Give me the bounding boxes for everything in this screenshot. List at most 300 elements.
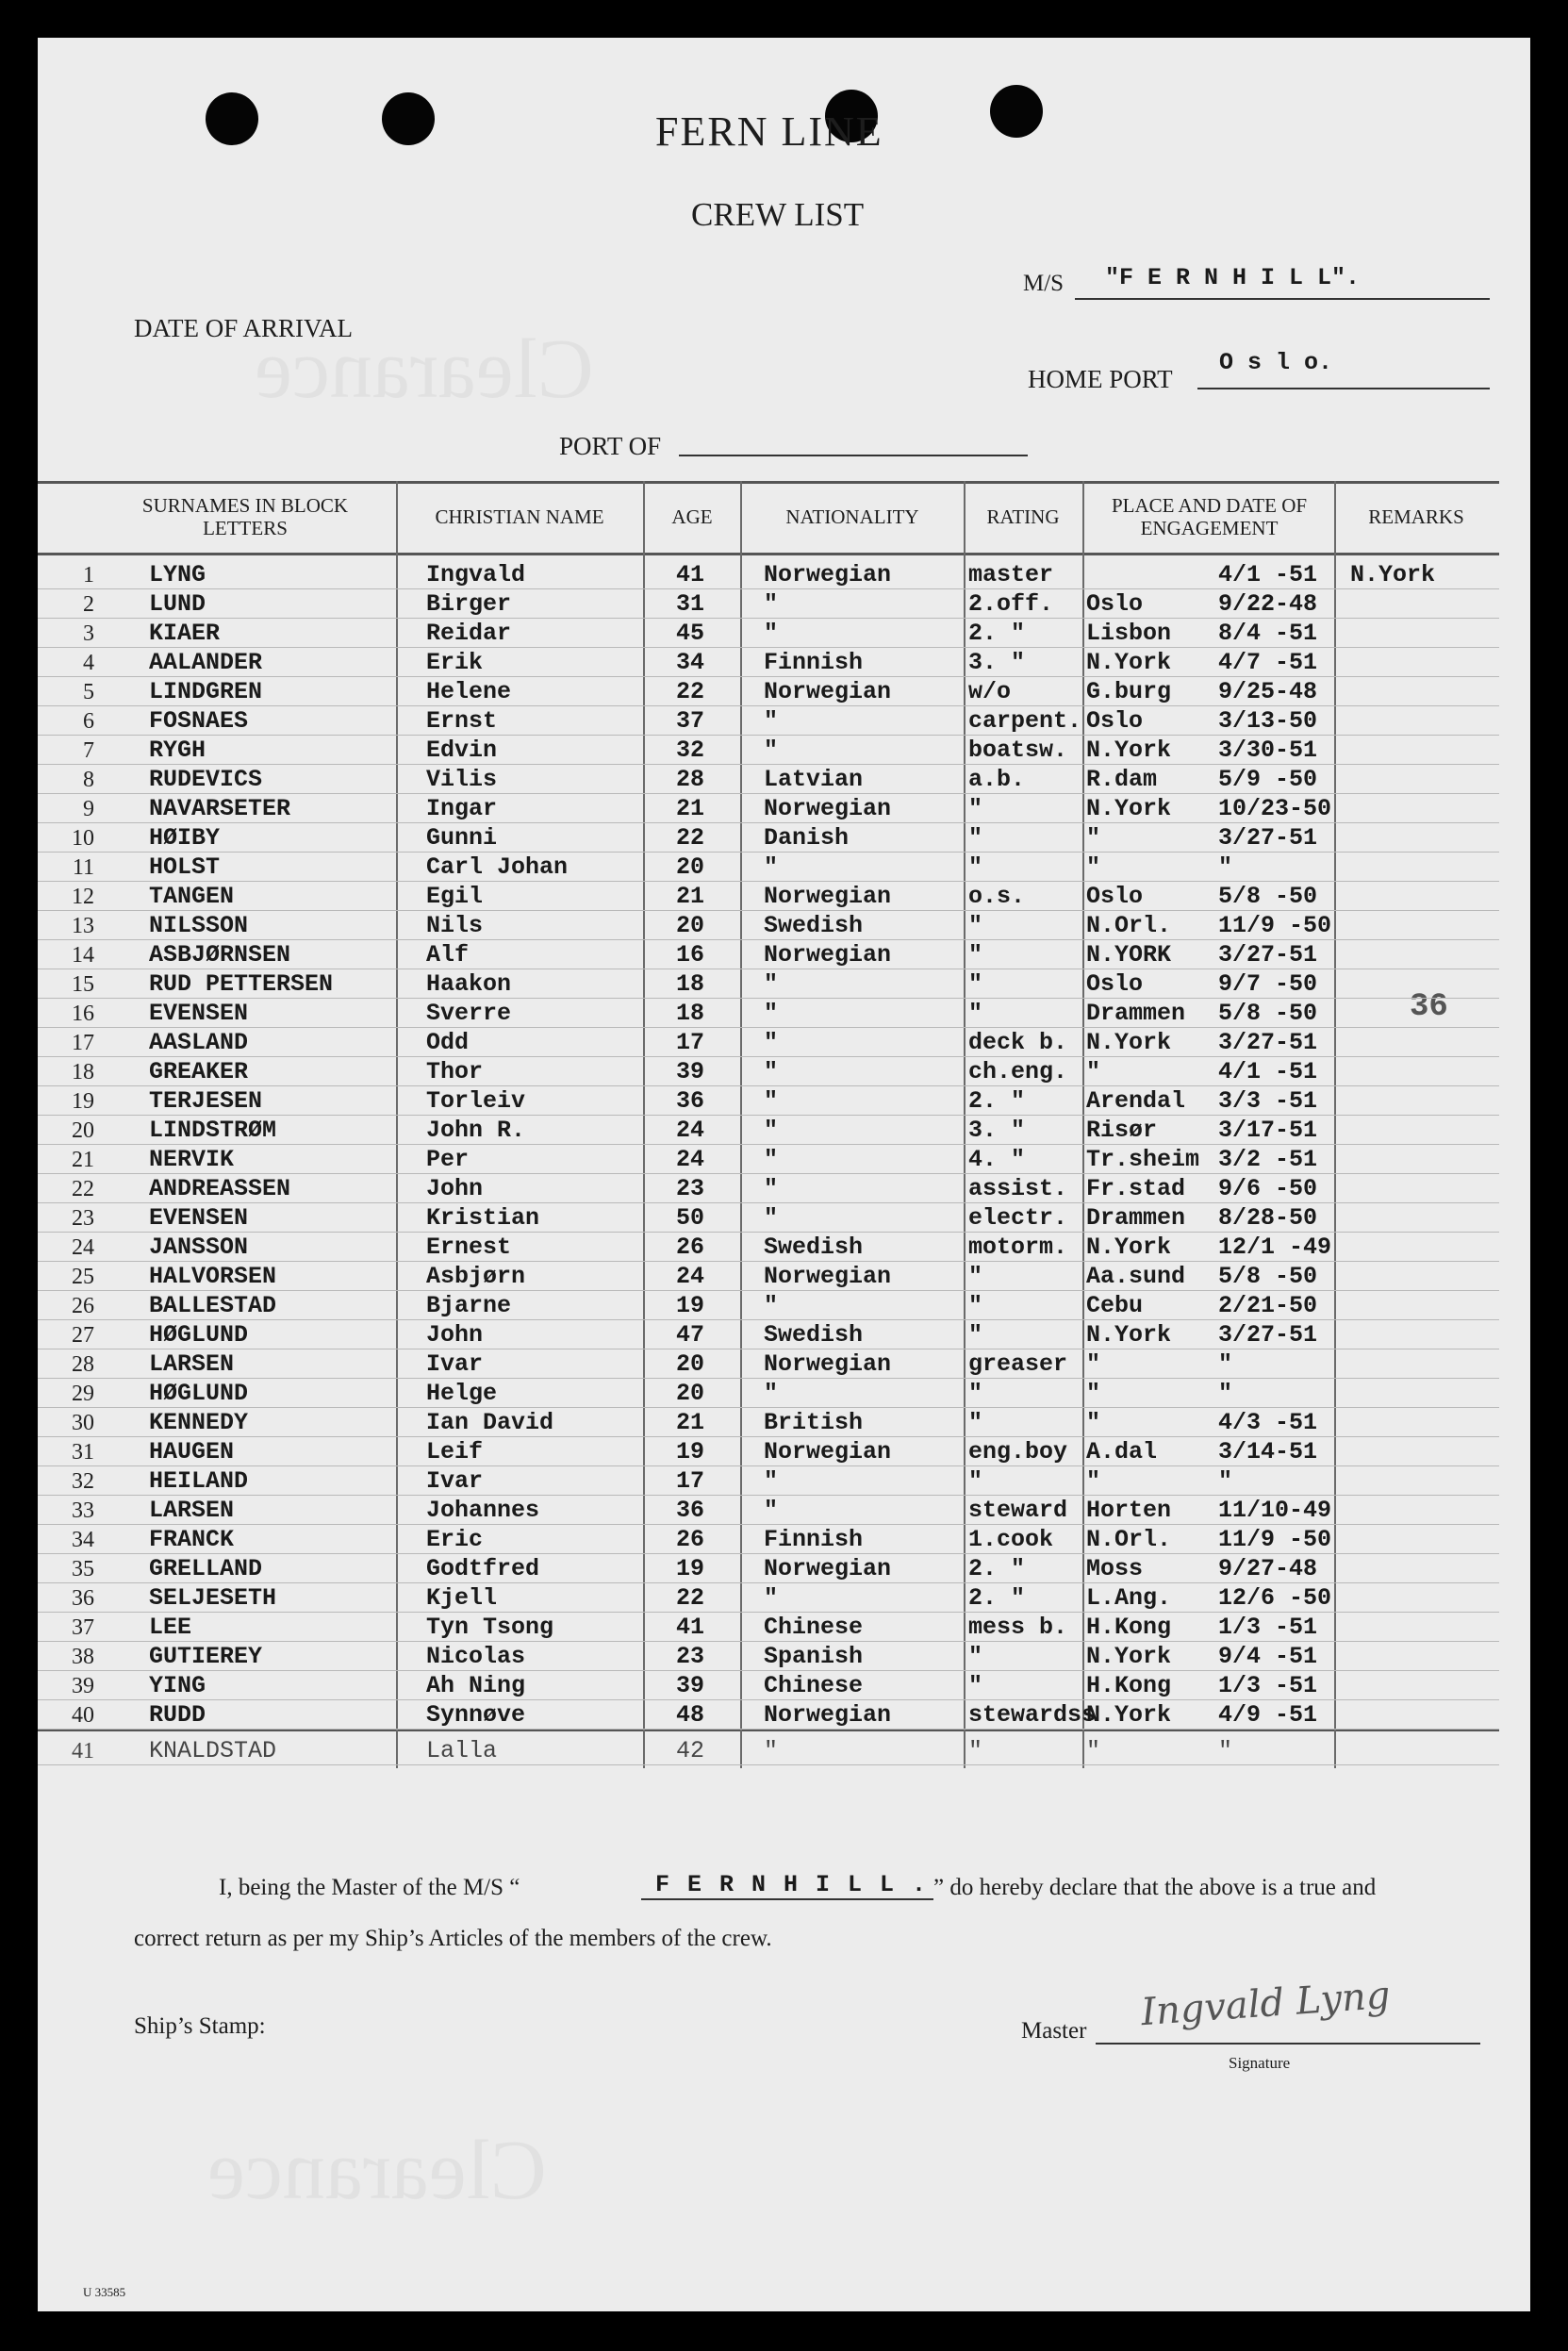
row-number: 32 [72, 1469, 94, 1494]
cell-christian: Helge [426, 1380, 498, 1407]
cell-date: 3/13-50 [1218, 707, 1318, 735]
cell-nationality: " [764, 1380, 779, 1407]
cell-rating: " [968, 824, 983, 852]
cell-christian: Reidar [426, 620, 512, 647]
cell-surname: BALLESTAD [149, 1292, 277, 1319]
cell-place: N.York [1086, 1233, 1172, 1261]
cell-place: Oslo [1086, 883, 1144, 910]
cell-place: Cebu [1086, 1292, 1144, 1319]
row-number: 31 [72, 1440, 94, 1465]
cell-date: " [1218, 1350, 1233, 1378]
cell-date: 3/30-51 [1218, 737, 1318, 764]
cell-rating: 4. " [968, 1146, 1026, 1173]
row-rule [38, 1729, 1499, 1730]
cell-nationality: " [764, 590, 779, 618]
table-row [38, 1670, 1499, 1699]
table-row [38, 559, 1499, 588]
cell-surname: LINDGREN [149, 678, 263, 705]
row-number: 36 [72, 1586, 94, 1611]
col-header-place-date: PLACE AND DATE OF ENGAGEMENT [1111, 494, 1308, 539]
cell-surname: EVENSEN [149, 1000, 249, 1027]
row-rule [38, 1261, 1499, 1262]
cell-remarks: 36 [1410, 989, 1448, 1025]
home-port-underline [1197, 388, 1490, 389]
cell-place: " [1086, 1737, 1101, 1764]
cell-rating: electr. [968, 1204, 1068, 1232]
cell-nationality: Finnish [764, 649, 864, 676]
cell-date: 1/3 -51 [1218, 1672, 1318, 1699]
cell-surname: LYNG [149, 561, 206, 588]
table-row [38, 1436, 1499, 1465]
row-number: 4 [83, 651, 94, 675]
row-rule [38, 1495, 1499, 1496]
cell-christian: Ernest [426, 1233, 512, 1261]
cell-age: 50 [676, 1204, 705, 1232]
table-row [38, 1144, 1499, 1173]
cell-date: 12/6 -50 [1218, 1584, 1332, 1612]
row-rule [38, 618, 1499, 619]
cell-place: R.dam [1086, 766, 1158, 793]
row-rule [38, 1764, 1499, 1765]
punch-hole [990, 85, 1043, 138]
cell-date: 3/17-51 [1218, 1117, 1318, 1144]
cell-rating: mess b. [968, 1614, 1068, 1641]
row-rule [38, 1027, 1499, 1028]
cell-nationality: Danish [764, 824, 850, 852]
cell-surname: TANGEN [149, 883, 235, 910]
cell-age: 23 [676, 1175, 705, 1202]
row-rule [38, 910, 1499, 911]
cell-place: " [1086, 853, 1101, 881]
cell-date: " [1218, 1467, 1233, 1495]
table-row [38, 764, 1499, 793]
cell-nationality: " [764, 1497, 779, 1524]
cell-surname: EVENSEN [149, 1204, 249, 1232]
row-rule [38, 764, 1499, 765]
cell-date: 9/4 -51 [1218, 1643, 1318, 1670]
cell-rating: steward [968, 1497, 1068, 1524]
cell-nationality: " [764, 970, 779, 998]
cell-age: 20 [676, 912, 705, 939]
home-port-value: O s l o. [1219, 349, 1333, 376]
row-rule [38, 588, 1499, 589]
cell-place: N.York [1086, 1321, 1172, 1349]
cell-rating: " [968, 1737, 983, 1764]
cell-rating: 3. " [968, 1117, 1026, 1144]
cell-place: Horten [1086, 1497, 1172, 1524]
cell-rating: 2. " [968, 1584, 1026, 1612]
cell-place: " [1086, 1409, 1101, 1436]
cell-date: 9/6 -50 [1218, 1175, 1318, 1202]
home-port-label: HOME PORT [1028, 365, 1173, 393]
cell-age: 22 [676, 678, 705, 705]
table-row [38, 1115, 1499, 1144]
cell-place: Tr.sheim [1086, 1146, 1200, 1173]
cell-rating: " [968, 1292, 983, 1319]
cell-surname: AALANDER [149, 649, 263, 676]
cell-surname: NERVIK [149, 1146, 235, 1173]
row-rule [38, 1115, 1499, 1116]
cell-christian: Ian David [426, 1409, 554, 1436]
cell-christian: Per [426, 1146, 470, 1173]
cell-age: 41 [676, 1614, 705, 1641]
cell-nationality: Norwegian [764, 795, 892, 822]
row-rule [38, 1553, 1499, 1554]
cell-nationality: " [764, 1087, 779, 1115]
cell-age: 24 [676, 1117, 705, 1144]
table-row [38, 1699, 1499, 1729]
table-row [38, 618, 1499, 647]
declaration-text-start: I, being the Master of the M/S “ [219, 1875, 520, 1900]
cell-age: 21 [676, 883, 705, 910]
port-of-underline [679, 455, 1028, 456]
cell-surname: FRANCK [149, 1526, 235, 1553]
cell-christian: Ivar [426, 1467, 484, 1495]
table-row [38, 705, 1499, 735]
table-row [38, 735, 1499, 764]
cell-age: 20 [676, 853, 705, 881]
cell-christian: Kristian [426, 1204, 540, 1232]
cell-surname: HAUGEN [149, 1438, 235, 1465]
cell-place: Moss [1086, 1555, 1144, 1582]
table-row [38, 676, 1499, 705]
cell-nationality: " [764, 1000, 779, 1027]
table-row [38, 1553, 1499, 1582]
cell-nationality: " [764, 1204, 779, 1232]
cell-date: 4/1 -51 [1218, 1058, 1318, 1085]
row-rule [38, 735, 1499, 736]
cell-surname: SELJESETH [149, 1584, 277, 1612]
ms-underline [1075, 298, 1490, 300]
cell-rating: deck b. [968, 1029, 1068, 1056]
cell-rating: 1.cook [968, 1526, 1054, 1553]
cell-rating: carpent. [968, 707, 1082, 735]
cell-age: 36 [676, 1497, 705, 1524]
cell-age: 24 [676, 1146, 705, 1173]
cell-surname: ASBJØRNSEN [149, 941, 291, 969]
cell-age: 22 [676, 824, 705, 852]
cell-christian: Gunni [426, 824, 498, 852]
cell-age: 18 [676, 1000, 705, 1027]
table-row [38, 1056, 1499, 1085]
cell-age: 23 [676, 1643, 705, 1670]
cell-nationality: Norwegian [764, 1263, 892, 1290]
table-row [38, 1027, 1499, 1056]
cell-nationality: Chinese [764, 1672, 864, 1699]
cell-date: 9/22-48 [1218, 590, 1318, 618]
cell-place: A.dal [1086, 1438, 1158, 1465]
cell-surname: HOLST [149, 853, 221, 881]
row-number: 25 [72, 1265, 94, 1289]
table-row [38, 1232, 1499, 1261]
cell-nationality: " [764, 1146, 779, 1173]
row-rule [38, 1290, 1499, 1291]
cell-place: N.York [1086, 795, 1172, 822]
table-row [38, 1202, 1499, 1232]
row-number: 17 [72, 1031, 94, 1055]
row-number: 3 [83, 621, 94, 646]
cell-date: 3/27-51 [1218, 941, 1318, 969]
cell-nationality: " [764, 1175, 779, 1202]
table-row [38, 1582, 1499, 1612]
cell-place: " [1086, 1350, 1101, 1378]
cell-date: 5/8 -50 [1218, 1263, 1318, 1290]
form-code: U 33585 [83, 2285, 126, 2299]
cell-rating: 2. " [968, 1555, 1026, 1582]
row-rule [38, 647, 1499, 648]
bleed-through-text [207, 2122, 547, 2219]
row-number: 1 [83, 563, 94, 588]
row-number: 22 [72, 1177, 94, 1201]
row-rule [38, 705, 1499, 706]
cell-christian: Odd [426, 1029, 470, 1056]
cell-christian: Vilis [426, 766, 498, 793]
row-rule [38, 676, 1499, 677]
cell-date: " [1218, 1737, 1233, 1764]
cell-place: N.Orl. [1086, 912, 1172, 939]
cell-date: 3/27-51 [1218, 824, 1318, 852]
cell-christian: Birger [426, 590, 512, 618]
cell-age: 47 [676, 1321, 705, 1349]
cell-surname: LARSEN [149, 1497, 235, 1524]
row-rule [38, 998, 1499, 999]
table-row [38, 1319, 1499, 1349]
declaration-underline [641, 1898, 933, 1900]
col-header-surname: SURNAMES IN BLOCK LETTERS [141, 494, 349, 539]
cell-christian: Haakon [426, 970, 512, 998]
cell-nationality: Norwegian [764, 941, 892, 969]
cell-place: N.York [1086, 649, 1172, 676]
table-row [38, 1735, 1499, 1764]
cell-surname: RYGH [149, 737, 206, 764]
cell-age: 37 [676, 707, 705, 735]
signature-caption: Signature [1229, 2054, 1291, 2072]
cell-age: 21 [676, 795, 705, 822]
cell-christian: John [426, 1175, 484, 1202]
cell-place: H.Kong [1086, 1672, 1172, 1699]
cell-rating: motorm. [968, 1233, 1068, 1261]
row-rule [38, 1085, 1499, 1086]
row-rule [38, 1202, 1499, 1203]
cell-date: 4/1 -51 [1218, 561, 1318, 588]
row-number: 7 [83, 738, 94, 763]
cell-age: 36 [676, 1087, 705, 1115]
master-label: Master [1021, 2018, 1087, 2044]
table-row [38, 1085, 1499, 1115]
cell-nationality: Norwegian [764, 1701, 892, 1729]
col-header-remarks: REMARKS [1368, 505, 1464, 528]
row-number: 23 [72, 1206, 94, 1231]
cell-christian: Johannes [426, 1497, 540, 1524]
table-row [38, 1349, 1499, 1378]
cell-date: 3/27-51 [1218, 1029, 1318, 1056]
cell-place: Lisbon [1086, 620, 1172, 647]
table-row [38, 1378, 1499, 1407]
row-rule [38, 1699, 1499, 1700]
cell-place: " [1086, 1380, 1101, 1407]
cell-rating: " [968, 1409, 983, 1436]
row-number: 26 [72, 1294, 94, 1318]
cell-age: 26 [676, 1526, 705, 1553]
row-rule [38, 852, 1499, 853]
row-number: 18 [72, 1060, 94, 1084]
cell-place: N.York [1086, 737, 1172, 764]
table-row [38, 1261, 1499, 1290]
row-rule [38, 1144, 1499, 1145]
col-header-nationality: NATIONALITY [785, 505, 919, 528]
table-row [38, 881, 1499, 910]
cell-christian: Synnøve [426, 1701, 526, 1729]
cell-christian: John [426, 1321, 484, 1349]
cell-rating: o.s. [968, 883, 1026, 910]
handwritten-signature: Ingvald Lyng [1139, 1973, 1392, 2035]
cell-age: 16 [676, 941, 705, 969]
row-rule [38, 1319, 1499, 1320]
table-row [38, 1407, 1499, 1436]
table-row [38, 1641, 1499, 1670]
row-number: 24 [72, 1235, 94, 1260]
cell-surname: HØIBY [149, 824, 221, 852]
cell-place: H.Kong [1086, 1614, 1172, 1641]
cell-christian: Sverre [426, 1000, 512, 1027]
cell-date: 3/2 -51 [1218, 1146, 1318, 1173]
cell-age: 20 [676, 1380, 705, 1407]
cell-date: 11/10-49 [1218, 1497, 1332, 1524]
table-row [38, 822, 1499, 852]
cell-nationality: British [764, 1409, 864, 1436]
cell-nationality: Swedish [764, 1321, 864, 1349]
cell-place: N.York [1086, 1643, 1172, 1670]
cell-christian: Godtfred [426, 1555, 540, 1582]
ms-label: M/S [1023, 271, 1065, 296]
cell-nationality: Finnish [764, 1526, 864, 1553]
cell-surname: GREAKER [149, 1058, 249, 1085]
cell-surname: HØGLUND [149, 1321, 249, 1349]
row-rule [38, 939, 1499, 940]
cell-surname: LINDSTRØM [149, 1117, 277, 1144]
cell-nationality: Norwegian [764, 1350, 892, 1378]
cell-rating: " [968, 1321, 983, 1349]
cell-surname: NAVARSETER [149, 795, 291, 822]
cell-surname: KIAER [149, 620, 221, 647]
cell-christian: Tyn Tsong [426, 1614, 554, 1641]
cell-rating: 3. " [968, 649, 1026, 676]
row-rule [38, 1465, 1499, 1466]
cell-christian: Torleiv [426, 1087, 526, 1115]
row-number: 14 [72, 943, 94, 968]
cell-nationality: Norwegian [764, 678, 892, 705]
cell-rating: 2. " [968, 620, 1026, 647]
cell-age: 39 [676, 1058, 705, 1085]
cell-rating: " [968, 853, 983, 881]
cell-rating: " [968, 912, 983, 939]
ships-stamp-label: Ship’s Stamp: [134, 2013, 266, 2039]
row-number: 34 [72, 1528, 94, 1552]
cell-nationality: Norwegian [764, 883, 892, 910]
cell-age: 31 [676, 590, 705, 618]
cell-rating: boatsw. [968, 737, 1068, 764]
cell-age: 39 [676, 1672, 705, 1699]
cell-place: Drammen [1086, 1000, 1186, 1027]
cell-nationality: Latvian [764, 766, 864, 793]
cell-place: N.Orl. [1086, 1526, 1172, 1553]
row-number: 10 [72, 826, 94, 851]
cell-age: 26 [676, 1233, 705, 1261]
cell-age: 42 [676, 1737, 705, 1764]
cell-date: 3/3 -51 [1218, 1087, 1318, 1115]
row-number: 38 [72, 1645, 94, 1669]
cell-nationality: " [764, 1292, 779, 1319]
row-number: 28 [72, 1352, 94, 1377]
cell-date: " [1218, 1380, 1233, 1407]
cell-nationality: " [764, 737, 779, 764]
row-number: 33 [72, 1498, 94, 1523]
cell-surname: ANDREASSEN [149, 1175, 291, 1202]
col-header-christian-name: CHRISTIAN NAME [435, 505, 604, 528]
cell-nationality: " [764, 620, 779, 647]
cell-rating: a.b. [968, 766, 1026, 793]
row-number: 9 [83, 797, 94, 821]
cell-nationality: " [764, 1029, 779, 1056]
cell-date: 11/9 -50 [1218, 912, 1332, 939]
table-row [38, 969, 1499, 998]
cell-surname: YING [149, 1672, 206, 1699]
row-number: 13 [72, 914, 94, 938]
cell-nationality: " [764, 1117, 779, 1144]
cell-place: " [1086, 824, 1101, 852]
cell-christian: Thor [426, 1058, 484, 1085]
row-number: 30 [72, 1411, 94, 1435]
cell-surname: HALVORSEN [149, 1263, 277, 1290]
cell-nationality: Swedish [764, 912, 864, 939]
ms-value: "F E R N H I L L". [1105, 264, 1361, 291]
table-row [38, 852, 1499, 881]
cell-rating: assist. [968, 1175, 1068, 1202]
row-number: 37 [72, 1615, 94, 1640]
cell-age: 21 [676, 1409, 705, 1436]
row-number: 27 [72, 1323, 94, 1348]
table-row [38, 1465, 1499, 1495]
cell-rating: " [968, 1672, 983, 1699]
row-rule [38, 1436, 1499, 1437]
declaration-text-end: ” do hereby declare that the above is a true and [933, 1875, 1377, 1900]
row-number: 29 [72, 1382, 94, 1406]
cell-place: Aa.sund [1086, 1263, 1186, 1290]
cell-christian: John R. [426, 1117, 526, 1144]
cell-date: 3/27-51 [1218, 1321, 1318, 1349]
row-rule [38, 1524, 1499, 1525]
cell-surname: TERJESEN [149, 1087, 263, 1115]
table-row [38, 1524, 1499, 1553]
cell-surname: LARSEN [149, 1350, 235, 1378]
punch-hole [206, 92, 258, 145]
row-rule [38, 1056, 1499, 1057]
cell-rating: stewardss [968, 1701, 1097, 1729]
cell-surname: AASLAND [149, 1029, 249, 1056]
cell-christian: Alf [426, 941, 470, 969]
cell-surname: NILSSON [149, 912, 249, 939]
cell-christian: Egil [426, 883, 484, 910]
table-row [38, 910, 1499, 939]
cell-nationality: " [764, 1467, 779, 1495]
table-row [38, 588, 1499, 618]
cell-rating: " [968, 795, 983, 822]
cell-date: 4/9 -51 [1218, 1701, 1318, 1729]
header-bottom-rule [38, 553, 1499, 555]
table-row [38, 647, 1499, 676]
cell-date: 9/25-48 [1218, 678, 1318, 705]
row-number: 15 [72, 972, 94, 997]
